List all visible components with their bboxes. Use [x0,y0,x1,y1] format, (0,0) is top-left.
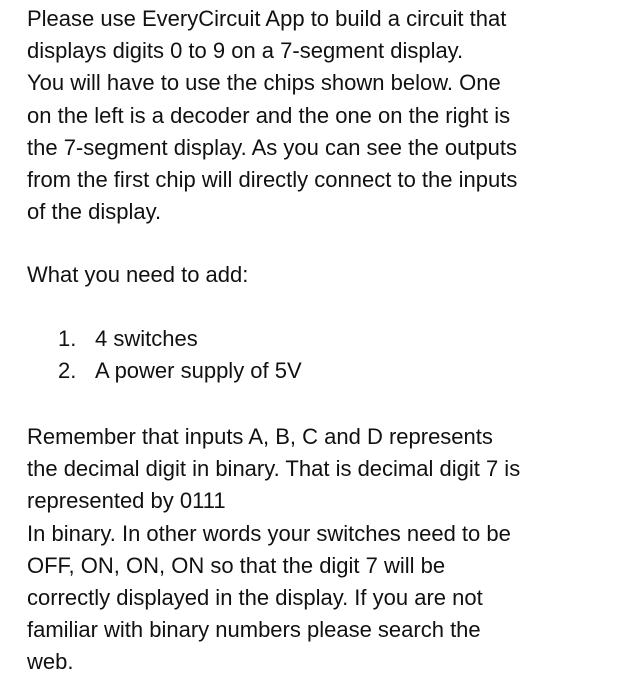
list-number: 2. [58,358,77,384]
list-number: 1. [58,326,77,351]
list-text: 4 switches [95,326,198,351]
items-list [27,323,612,387]
list-text: A power supply of 5V [95,358,302,384]
need-heading: What you need to add: [27,262,249,287]
list-item [27,355,612,387]
list-item [27,323,612,355]
remember-paragraph: Remember that inputs A, B, C and D represents the decimal digit in binary. That is decimal digit 7 is represented by 0111 In binary. In other words your switches need to be OFF, ON, ON, ON so that the digit 7 will be correctly displayed in the display. If you are not familiar with binary numbers please search the web. [27,424,521,675]
intro-paragraph: Please use EveryCircuit App to build a circuit that displays digits 0 to 9 on a 7-segment display. You will have to use the chips shown below. One on the left is a decoder and the one on the right is the 7-segment display. As you can see the outputs from the first chip will directly connect to the inputs of the display. [27,6,518,225]
